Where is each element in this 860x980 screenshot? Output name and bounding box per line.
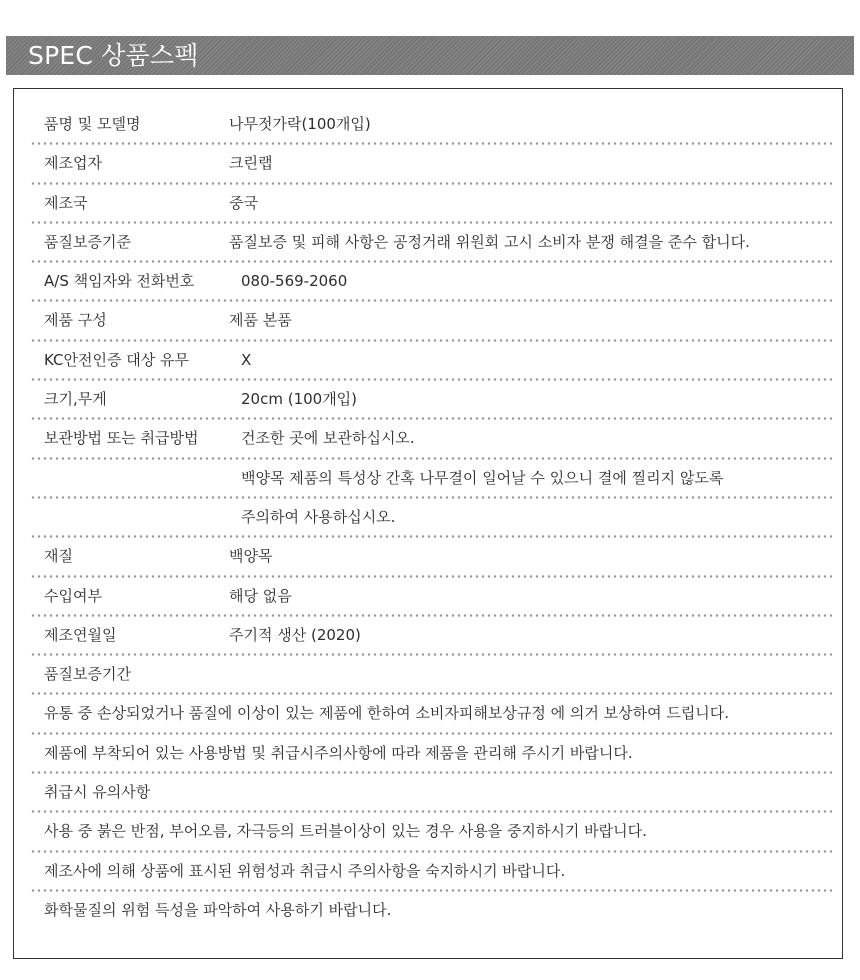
spec-value: 주의하여 사용하십시오. [241,507,396,526]
spec-row-manufacturer [30,145,832,184]
spec-row-warranty-period [30,656,832,695]
spec-label: 크기,무게 [44,390,107,409]
spec-label: 제품 구성 [44,311,107,330]
spec-row-manufacture-date [30,617,832,656]
spec-value: 주기적 생산 (2020) [229,625,361,644]
caution-heading-row [30,774,832,813]
spec-row-storage-cont-1 [30,460,832,499]
warranty-note-text: 유통 중 손상되었거나 품질에 이상이 있는 제품에 한하여 소비자피해보상규정 에 의거 보상하여 드립니다. [44,704,730,723]
spec-label: 품명 및 모델명 [44,115,141,133]
spec-value: 080-569-2060 [241,272,348,291]
spec-row-composition [30,302,832,341]
spec-value: 품질보증 및 피해 사항은 공정거래 위원회 고시 소비자 분쟁 해결을 준수 합니다. [229,232,750,251]
caution-note [30,853,832,892]
spec-row-quality-standard [30,224,832,263]
caution-note [30,892,832,931]
spec-value: 20cm (100개입) [241,390,358,409]
caution-note-text: 화학물질의 위험 득성을 파악하여 사용하기 바랍니다. [44,900,392,919]
spec-row-product-name [30,106,832,145]
spec-row-as-contact [30,263,832,302]
spec-rows [30,106,832,931]
caution-note [30,813,832,852]
spec-row-storage-cont-2 [30,499,832,538]
spec-row-size-weight [30,381,832,420]
spec-value: 백양목 제품의 특성상 간혹 나무결이 일어날 수 있으니 결에 찔리지 않도록 [241,468,724,487]
spec-label: 제조국 [44,193,88,212]
spec-row-import [30,578,832,617]
spec-label: 품질보증기간 [44,665,131,684]
spec-value: 해당 없음 [229,586,292,605]
spec-value: 건조한 곳에 보관하십시오. [241,429,415,448]
spec-label: KC안전인증 대상 유무 [44,350,189,369]
spec-label: 보관방법 또는 취급방법 [44,429,199,448]
spec-label: 재질 [44,547,73,566]
spec-value: X [241,350,252,369]
spec-label: 수입여부 [44,586,102,605]
spec-value: 중국 [229,193,258,212]
spec-value: 제품 본품 [229,311,292,330]
warranty-note [30,735,832,774]
spec-label: 품질보증기준 [44,232,131,251]
warranty-note-text: 제품에 부착되어 있는 사용방법 및 취급시주의사항에 따라 제품을 관리해 주시기 바랍니다. [44,743,633,762]
warranty-note [30,695,832,734]
spec-value: 크린랩 [229,154,273,173]
spec-row-material [30,538,832,577]
spec-banner [6,36,854,75]
caution-note-text: 사용 중 붉은 반점, 부어오름, 자극등의 트러블이상이 있는 경우 사용을 중지하시기 바랍니다. [44,822,647,841]
spec-row-kc-cert [30,342,832,381]
caution-heading: 취급시 유의사항 [44,783,151,802]
page-title: SPEC 상품스펙 [28,41,199,70]
spec-row-country [30,185,832,224]
spec-table [13,88,843,959]
spec-label: 제조업자 [44,154,102,173]
spec-value: 나무젓가락(100개입) [229,115,371,133]
spec-label: 제조연월일 [44,625,117,644]
spec-row-storage [30,420,832,459]
spec-value: 백양목 [229,547,273,566]
spec-label: A/S 책임자와 전화번호 [44,272,195,291]
caution-note-text: 제조사에 의해 상품에 표시된 위험성과 취급시 주의사항을 숙지하시기 바랍니다. [44,861,566,880]
